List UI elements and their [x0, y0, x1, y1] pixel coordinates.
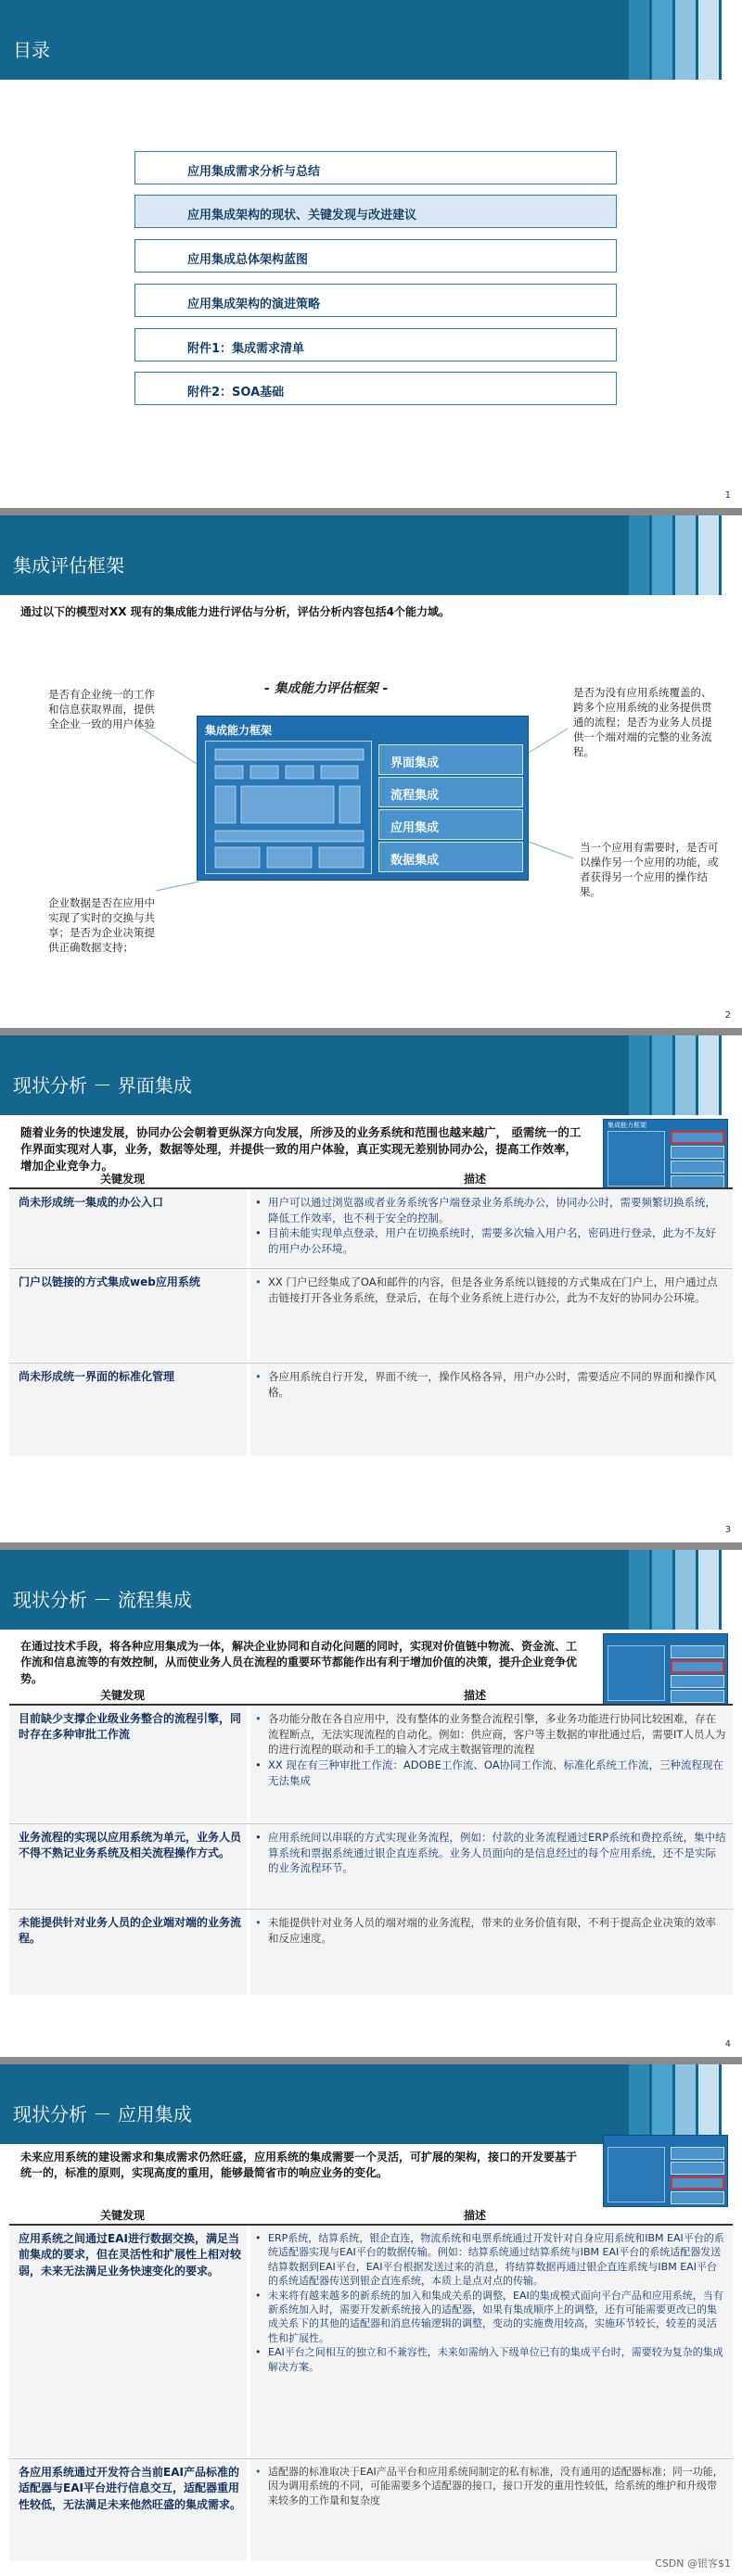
table-row — [9, 2226, 733, 2457]
row-divider — [247, 1269, 250, 1362]
desc-item: • XX 门户已经集成了OA和邮件的内容，但是各业务系统以链接的方式集成在门户上，用户通过点击链接打开各业务系统，登录后，在每个业务系统上进行办公，此为不友好的协同办公环境。 — [255, 1275, 726, 1305]
row-desc — [255, 1915, 726, 1946]
row-desc — [255, 1369, 726, 1400]
thumbnail-band — [671, 1675, 724, 1688]
desc-item: • EAI平台之间相互的独立和不兼容性，未来如需纳入下级单位已有的集成平台时，需要较为复杂的集成解决方案。 — [255, 2345, 726, 2374]
header-stripes — [464, 1550, 742, 1630]
slide-header — [0, 0, 742, 80]
band-ui: 界面集成 — [378, 744, 523, 775]
table-row — [9, 1706, 733, 1822]
thumbnail-band-highlight — [671, 1131, 724, 1144]
slide-title: 集成评估框架 — [13, 554, 124, 577]
intro-text: 通过以下的模型对XX 现有的集成能力进行评估与分析，评估分析内容包括4个能力域。 — [20, 605, 451, 618]
toc-item[interactable]: 应用集成总体架构蓝图 — [134, 239, 617, 273]
row-divider — [247, 1824, 250, 1908]
col-key-header: 关键发现 — [100, 2209, 146, 2222]
table-header — [9, 1171, 733, 1187]
desc-item: • 目前未能实现单点登录，用户在切换系统时，需要多次输入用户名，密码进行登录，此为不友好的用户办公环境。 — [255, 1225, 726, 1256]
framework-thumbnail — [603, 2135, 728, 2207]
row-divider — [247, 1706, 250, 1822]
watermark: CSDN @银客$1 — [655, 2557, 731, 2570]
row-divider — [247, 1364, 250, 1456]
toc-item[interactable]: 附件1：集成需求清单 — [134, 328, 617, 362]
row-desc — [255, 1275, 726, 1305]
desc-item: • 未来将有越来越多的新系统的加入和集成关系的调整，EAI的集成模式面向平台产品和应用系统，当有新系统加入时，需要开发新系统接入的适配器，如果有集成顺序上的调整，还有可能需要更改已的集成关系下的其他的适配器和消息传输逻辑的调整，变动的实施费用较高，实施环节较长，较差的灵活性和扩展性。 — [255, 2289, 726, 2346]
thumbnail-band — [671, 1146, 724, 1159]
slide-title: 现状分析 － 界面集成 — [13, 1074, 192, 1097]
page-number: 4 — [724, 2039, 731, 2049]
framework-grid-icon — [206, 742, 373, 875]
row-key: 尚未形成统一界面的标准化管理 — [19, 1370, 175, 1383]
slide-ui-integration — [0, 1035, 742, 1542]
table-header — [9, 2207, 733, 2224]
framework-diagram — [197, 716, 529, 881]
thumbnail-band — [671, 2162, 724, 2175]
row-desc — [255, 2465, 726, 2507]
thumbnail-band — [671, 2147, 724, 2160]
note-app: 当一个应用有需要时，是否可以操作另一个应用的功能，或者获得另一个应用的操作结果。 — [580, 841, 719, 899]
note-data: 企业数据是否在应用中实现了实时的交换与共享；是否为企业决策提供正确数据支持； — [48, 896, 155, 955]
row-key: 目前缺少支撑企业级业务整合的流程引擎，同时存在多种审批工作流 — [19, 1712, 242, 1742]
slide-app-integration — [0, 2064, 742, 2576]
thumbnail-inner — [608, 2147, 665, 2202]
slide-title: 目录 — [13, 39, 50, 61]
row-divider — [247, 1910, 250, 1995]
row-key: 未能提供针对业务人员的企业端对端的业务流程。 — [19, 1916, 242, 1946]
desc-item: • ERP系统，结算系统，银企直连，物流系统和电票系统通过开发针对自身应用系统和IBM EAI平台的系统适配器实现与EAI平台的数据传输。例如：结算系统通过结算系统与IBM EAI平台的系统适配器发送结算数据到EAI平台，EAI平台根据发送过来的消息，将结算数据再通过银企直连系统与IBM EAI平台的系统适配器传送到银企直连系统，本质上是点对点的传输。 — [255, 2231, 726, 2289]
col-desc-header: 描述 — [464, 1173, 487, 1186]
table-row — [9, 1364, 733, 1456]
note-process: 是否为没有应用系统覆盖的、跨多个应用系统的业务提供贯通的流程；是否为业务人员提供一个端对端的完整的业务流程。 — [573, 686, 712, 759]
intro-text: 随着业务的快速发展，协同办公会朝着更纵深方向发展，所涉及的业务系统和范围也越来越广， 亟需统一的工作界面实现对人事，业务，数据等处理，并提供一致的用户体验，真正实现无差别协同办公，提高工作效率，增加企业竞争力。 — [20, 1125, 582, 1174]
row-divider — [247, 2226, 250, 2457]
slide-framework — [0, 515, 742, 1028]
slide-header — [0, 1550, 742, 1630]
desc-item: • 应用系统间以串联的方式实现业务流程，例如：付款的业务流程通过ERP系统和费控系统，集中结算系统和票据系统通过银企直连系统。业务人员面向的是信息经过的每个应用系统，还不是实际的业务流程环节。 — [255, 1830, 726, 1876]
intro-text: 未来应用系统的建设需求和集成需求仍然旺盛，应用系统的集成需要一个灵活，可扩展的架构，接口的开发要基于统一的，标准的原则，实现高度的重用，能够最简省市的响应业务的变化。 — [20, 2151, 578, 2180]
framework-caption: 集成能力框架 — [205, 724, 273, 737]
desc-item: • 各应用系统自行开发，界面不统一，操作风格各异，用户办公时，需要适应不同的界面和操作风格。 — [255, 1369, 726, 1400]
header-stripes — [464, 1035, 742, 1115]
row-divider — [247, 1189, 250, 1267]
table-header — [9, 1687, 733, 1704]
band-process: 流程集成 — [378, 777, 523, 807]
thumbnail-band-highlight — [671, 2176, 724, 2189]
toc-item[interactable]: 应用集成架构的演进策略 — [134, 284, 617, 317]
band-data: 数据集成 — [378, 842, 523, 872]
row-desc — [255, 1195, 726, 1257]
thumbnail-band-highlight — [671, 1660, 724, 1673]
table-row — [9, 1910, 733, 1995]
intro-text: 在通过技术手段，将各种应用集成为一体，解决企业协同和自动化问题的同时，实现对价值链中物流、资金流、工作流和信息流等的有效控制，从而使业务人员在流程的重要环节都能作出有利于增加价值的决策，提升企业竞争优势。 — [20, 1640, 578, 1685]
note-ui: 是否有企业统一的工作和信息获取界面，提供全企业一致的用户体验 — [48, 688, 155, 731]
slide-header — [0, 1035, 742, 1115]
framework-inner-diagram — [205, 741, 372, 874]
table-row — [9, 1269, 733, 1362]
thumbnail-band — [671, 2191, 724, 2204]
col-key-header: 关键发现 — [100, 1689, 146, 1702]
band-app: 应用集成 — [378, 809, 523, 840]
desc-item: • 各功能分散在各自应用中，没有整体的业务整合流程引擎，多业务功能进行协同比较困难，存在流程断点，无法实现流程的自动化。例如：供应商，客户等主数据的审批通过后，需要IT人员人为的进行流程的联动和手工的输入才完成主数据管理的流程 — [255, 1711, 726, 1758]
row-key: 业务流程的实现以应用系统为单元，业务人员不得不熟记业务系统及相关流程操作方式。 — [19, 1831, 242, 1860]
desc-item: • 用户可以通过浏览器或者业务系统客户端登录业务系统办公，协同办公时，需要频繁切换系统，降低工作效率，也不利于安全的控制。 — [255, 1195, 726, 1225]
row-desc — [255, 1830, 726, 1876]
page-number: 3 — [724, 1525, 731, 1535]
desc-item: • XX 现在有三种审批工作流：ADOBE工作流、OA协同工作流、标准化系统工作流，三种流程现在无法集成 — [255, 1758, 726, 1788]
thumbnail-band — [671, 1645, 724, 1658]
thumbnail-caption: 集成能力框架 — [608, 1122, 646, 1129]
slide-process-integration — [0, 1550, 742, 2057]
row-desc — [255, 1711, 726, 1788]
col-desc-header: 描述 — [464, 2209, 487, 2222]
row-key: 应用系统之间通过EAI进行数据交换，满足当前集成的要求，但在灵活性和扩展性上相对较弱，未来无法满足业务快速变化的要求。 — [19, 2232, 242, 2278]
row-divider — [247, 2459, 250, 2561]
slide-header — [0, 2064, 742, 2144]
row-key: 尚未形成统一集成的办公入口 — [19, 1196, 164, 1209]
framework-title: - 集成能力评估框架 - — [264, 681, 389, 696]
toc-item[interactable]: 应用集成需求分析与总结 — [134, 151, 617, 184]
desc-item: • 未能提供针对业务人员的端对端的业务流程，带来的业务价值有限，不利于提高企业决策的效率和反应速度。 — [255, 1915, 726, 1946]
row-desc — [255, 2231, 726, 2374]
page-number: 2 — [724, 1010, 731, 1021]
slide-title: 现状分析 － 流程集成 — [13, 1589, 192, 1611]
col-key-header: 关键发现 — [100, 1173, 146, 1186]
desc-item: • 适配器的标准取决于EAI产品平台和应用系统间制定的私有标准，没有通用的适配器标准；同一功能，因为调用系统的不同，可能需要多个适配器的接口，接口开发的重用性较低，给系统的维护和升级带来较多的工作量和复杂度 — [255, 2465, 726, 2507]
table-row — [9, 2459, 733, 2561]
table-row — [9, 1189, 733, 1267]
header-stripes — [464, 2064, 742, 2144]
toc-item[interactable]: 附件2：SOA基础 — [134, 372, 617, 405]
col-desc-header: 描述 — [464, 1689, 487, 1702]
header-stripes — [464, 0, 742, 80]
row-key: 门户以链接的方式集成web应用系统 — [19, 1275, 200, 1288]
page-number: 1 — [724, 490, 731, 501]
row-key: 各应用系统通过开发符合当前EAI产品标准的适配器与EAI平台进行信息交互，适配器重用性较低，无法满足未来他然旺盛的集成需求。 — [19, 2466, 242, 2511]
slide-toc — [0, 0, 742, 508]
table-row — [9, 1824, 733, 1908]
slide-title: 现状分析 － 应用集成 — [13, 2103, 192, 2126]
toc-item[interactable]: 应用集成架构的现状、关键发现与改进建议 — [134, 195, 617, 228]
